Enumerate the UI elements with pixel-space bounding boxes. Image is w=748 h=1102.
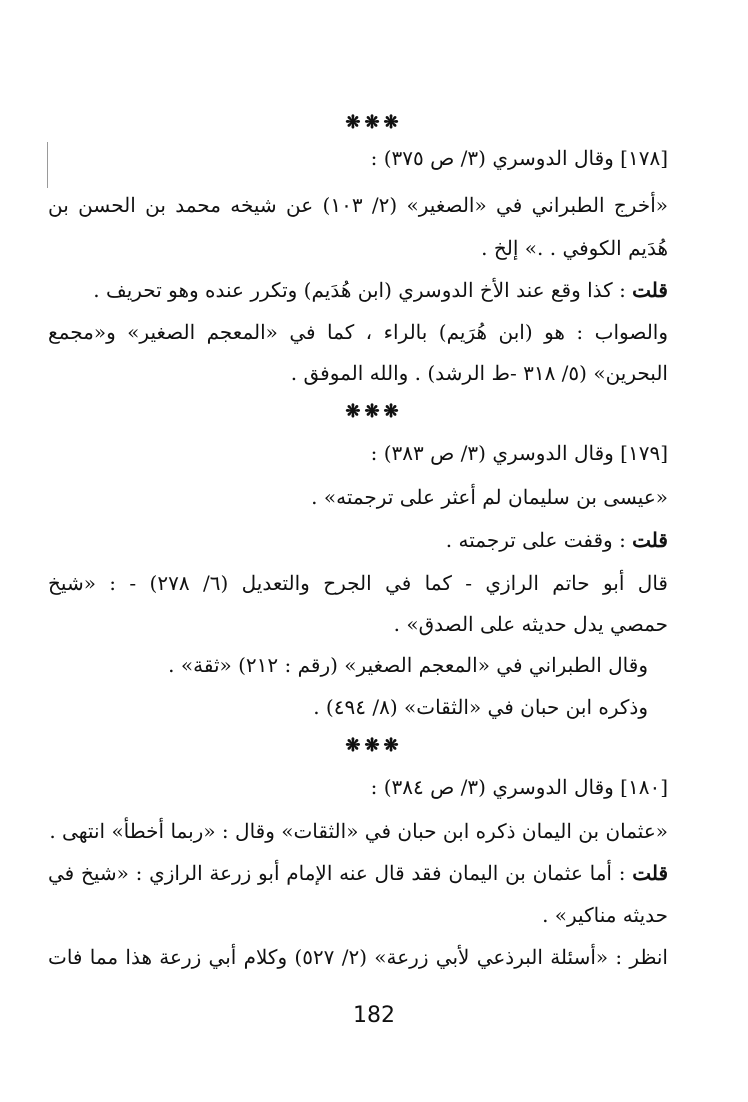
section-180-qult-line	[48, 853, 668, 893]
section-179-heading: [١٧٩] وقال الدوسري (٣/ ص ٣٨٣) :	[370, 441, 668, 465]
section-178-heading: [١٧٨] وقال الدوسري (٣/ ص ٣٧٥) :	[370, 146, 668, 170]
qult-text: : وقفت على ترجمته .	[445, 528, 626, 552]
section-180-line: «عثمان بن اليمان ذكره ابن حبان في «الثقات» وقال : «ربما أخطأ» انتهى .	[49, 819, 668, 843]
section-178-line: والصواب : هو (ابن هُرَيم) بالراء ، كما في «المعجم الصغير» و«مجمع	[48, 320, 668, 344]
section-178-line: هُدَيم الكوفي . .» إلخ .	[481, 236, 668, 260]
section-179-line: وقال الطبراني في «المعجم الصغير» (رقم : ٢١٢) «ثقة» .	[168, 653, 648, 677]
qult-text: : كذا وقع عند الأخ الدوسري (ابن هُدَيم) وتكرر عنده وهو تحريف .	[93, 278, 626, 302]
qult-label: قلت	[632, 278, 668, 302]
section-179-line: «عيسى بن سليمان لم أعثر على ترجمته» .	[311, 485, 668, 509]
section-179-qult-line	[68, 520, 668, 560]
section-178-line: البحرين» (٥/ ٣١٨ -ط الرشد) . والله الموفق .	[290, 361, 668, 385]
qult-label: قلت	[632, 861, 668, 885]
section-179-line: وذكره ابن حبان في «الثقات» (٨/ ٤٩٤) .	[313, 695, 648, 719]
section-178-qult-line	[48, 270, 668, 310]
section-178-line: «أخرج الطبراني في «الصغير» (٢/ ١٠٣) عن شيخه محمد بن الحسن بن	[48, 193, 668, 217]
margin-mark	[47, 142, 48, 188]
qult-label: قلت	[632, 528, 668, 552]
section-179-line: حمصي يدل حديثه على الصدق» .	[393, 612, 668, 636]
section-separator: ❋❋❋	[345, 735, 403, 756]
section-separator: ❋❋❋	[345, 401, 403, 422]
qult-text: : أما عثمان بن اليمان فقد قال عنه الإمام أبو زرعة الرازي : «شيخ في	[48, 861, 626, 885]
page-number: 182	[353, 1003, 395, 1028]
section-separator: ❋❋❋	[345, 112, 403, 133]
section-179-line: قال أبو حاتم الرازي - كما في الجرح والتعديل (٦/ ٢٧٨) - : «شيخ	[48, 571, 668, 595]
section-180-heading: [١٨٠] وقال الدوسري (٣/ ص ٣٨٤) :	[370, 775, 668, 799]
section-180-line: انظر : «أسئلة البرذعي لأبي زرعة» (٢/ ٥٢٧) وكلام أبي زرعة هذا مما فات	[48, 945, 668, 969]
section-180-line: حديثه مناكير» .	[542, 903, 668, 927]
